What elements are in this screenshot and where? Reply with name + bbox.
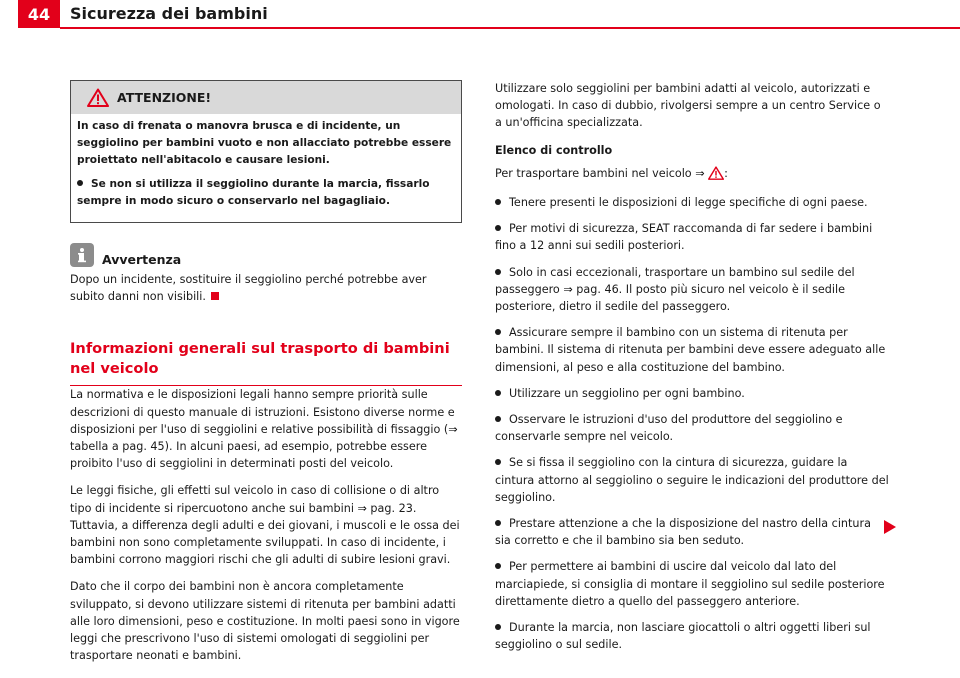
warning-bullet bbox=[77, 176, 453, 210]
note-text bbox=[70, 271, 462, 305]
warning-triangle-icon bbox=[87, 88, 109, 107]
warning-body bbox=[71, 114, 461, 222]
bullet-dot bbox=[495, 199, 501, 205]
list-item-text: Assicurare sempre il bambino con un sistema di ritenuta per bambini. Il sistema di ritenuta per bambini deve essere adeguato alle dimensioni, al peso e alla costituzione del bambino. bbox=[495, 326, 886, 374]
arrow-icon: ⇒ bbox=[695, 166, 705, 180]
arrow-icon: ⇒ bbox=[357, 501, 367, 515]
end-marker-icon bbox=[211, 292, 219, 300]
arrow-icon: ⇒ bbox=[563, 282, 573, 296]
list-item-text: pag. 46. Il posto più sicuro nel veicolo è il sedile posteriore, dietro il sedile del passeggero. bbox=[495, 282, 845, 314]
list-item bbox=[495, 264, 890, 316]
list-item-text: Utilizzare un seggiolino per ogni bambino. bbox=[509, 386, 745, 400]
continue-arrow-icon bbox=[884, 519, 896, 538]
list-item bbox=[495, 385, 890, 402]
right-intro: Utilizzare solo seggiolini per bambini adatti al veicolo, autorizzati e omologati. In caso di dubbio, rivolgersi sempre a un centro Service o a un'officina specializzata. bbox=[495, 82, 881, 130]
checklist-lead-text: Per trasportare bambini nel veicolo bbox=[495, 166, 696, 180]
list-item-text: Solo in casi eccezionali, trasportare un bambino sul sedile del passeggero bbox=[495, 265, 855, 296]
checklist-title: Elenco di controllo bbox=[495, 143, 613, 157]
warning-bullet-text: Se non si utilizza il seggiolino durante la marcia, fissarlo sempre in modo sicuro o conservarlo nel bagagliaio. bbox=[77, 177, 430, 207]
left-column bbox=[70, 80, 462, 664]
list-item-text: Durante la marcia, non lasciare giocattoli o altri oggetti liberi sul seggiolino o sul sedile. bbox=[495, 621, 871, 652]
list-item-text: Tenere presenti le disposizioni di legge specifiche di ogni paese. bbox=[509, 196, 868, 210]
arrow-icon: ⇒ bbox=[448, 422, 458, 436]
paragraph-2 bbox=[70, 482, 462, 568]
list-item bbox=[495, 515, 890, 549]
list-item bbox=[495, 220, 890, 254]
list-item bbox=[495, 454, 890, 506]
paragraph-3: Dato che il corpo dei bambini non è ancora completamente sviluppato, si devono utilizzare sistemi di ritenuta per bambini adatti alle loro dimensioni, peso e costituzione. In molti paesi sono in vigore leggi che prescrivono l'uso di sistemi omologati di seggiolini per trasportare neonati e bambini. bbox=[70, 580, 460, 663]
p2-text-a: Le leggi fisiche, gli effetti sul veicolo in caso di collisione o di altro tipo di incidente si ripercuotono anche sui bambini bbox=[70, 484, 440, 515]
list-item-text: Per permettere ai bambini di uscire dal veicolo dal lato del marciapiede, si consiglia di montare il seggiolino sul sedile posteriore direttamente dietro a quello del passeggero anteriore. bbox=[495, 560, 885, 608]
list-item bbox=[495, 194, 890, 211]
info-note-icon bbox=[70, 243, 94, 267]
p2-text-b: pag. 23. Tuttavia, a differenza degli adulti e dei giovani, i muscoli e le ossa dei bambini non sono completamente sviluppati. In caso di incidente, i bambini corrono maggiori rischi che gli adulti di subire lesioni gravi. bbox=[70, 501, 460, 567]
warning-box bbox=[70, 80, 462, 223]
bullet-dot bbox=[495, 390, 501, 396]
bullet-dot bbox=[495, 329, 501, 335]
warning-triangle-icon bbox=[708, 166, 724, 185]
warning-title: ATTENZIONE! bbox=[117, 89, 212, 105]
checklist-colon: : bbox=[724, 166, 728, 180]
bullet-dot bbox=[495, 624, 501, 630]
list-item-text: Osservare le istruzioni d'uso del produttore del seggiolino e conservarle sempre nel veicolo. bbox=[495, 413, 843, 444]
bullet-dot bbox=[77, 180, 83, 186]
bullet-dot bbox=[495, 520, 501, 526]
bullet-dot bbox=[495, 269, 501, 275]
bullet-dot bbox=[495, 225, 501, 231]
warning-header bbox=[71, 81, 461, 114]
bullet-dot bbox=[495, 459, 501, 465]
bullet-dot bbox=[495, 416, 501, 422]
paragraph-1 bbox=[70, 386, 462, 472]
p1-text-b: tabella a pag. 45). In alcuni paesi, ad esempio, potrebbe essere proibito l'uso di seggiolini in determinati posti del veicolo. bbox=[70, 440, 427, 471]
page-title: Sicurezza dei bambini bbox=[70, 4, 268, 23]
header-rule bbox=[60, 27, 960, 29]
right-column bbox=[495, 80, 890, 653]
section-heading: Informazioni generali sul trasporto di bambini nel veicolo bbox=[70, 339, 462, 386]
note-header bbox=[70, 241, 462, 267]
checklist-lead bbox=[495, 165, 890, 185]
list-item bbox=[495, 324, 890, 376]
list-item-text: Per motivi di sicurezza, SEAT raccomanda di far sedere i bambini fino a 12 anni sui sedili posteriori. bbox=[495, 222, 873, 253]
list-item-text: Se si fissa il seggiolino con la cintura di sicurezza, guidare la cintura attorno al seggiolino o seguire le indicazioni del produttore del seggiolino. bbox=[495, 456, 889, 504]
note-title: Avvertenza bbox=[102, 252, 182, 268]
list-item bbox=[495, 619, 890, 653]
p1-text-a: La normativa e le disposizioni legali hanno sempre priorità sulle descrizioni di questo manuale di istruzioni. Esistono diverse norme e disposizioni per l'uso di seggiolini e relative possibilità di fissaggio ( bbox=[70, 388, 455, 436]
list-item bbox=[495, 411, 890, 445]
page-number: 44 bbox=[18, 0, 60, 28]
note-text-content: Dopo un incidente, sostituire il seggiolino perché potrebbe aver subito danni non visibili. bbox=[70, 273, 427, 304]
warning-text: In caso di frenata o manovra brusca e di incidente, un seggiolino per bambini vuoto e non allacciato potrebbe essere proiettato nell'abitacolo e causare lesioni. bbox=[77, 120, 452, 167]
bullet-dot bbox=[495, 563, 501, 569]
list-item bbox=[495, 558, 890, 610]
list-item-text: Prestare attenzione a che la disposizione del nastro della cintura sia corretto e che il bambino sia ben seduto. bbox=[495, 517, 871, 548]
